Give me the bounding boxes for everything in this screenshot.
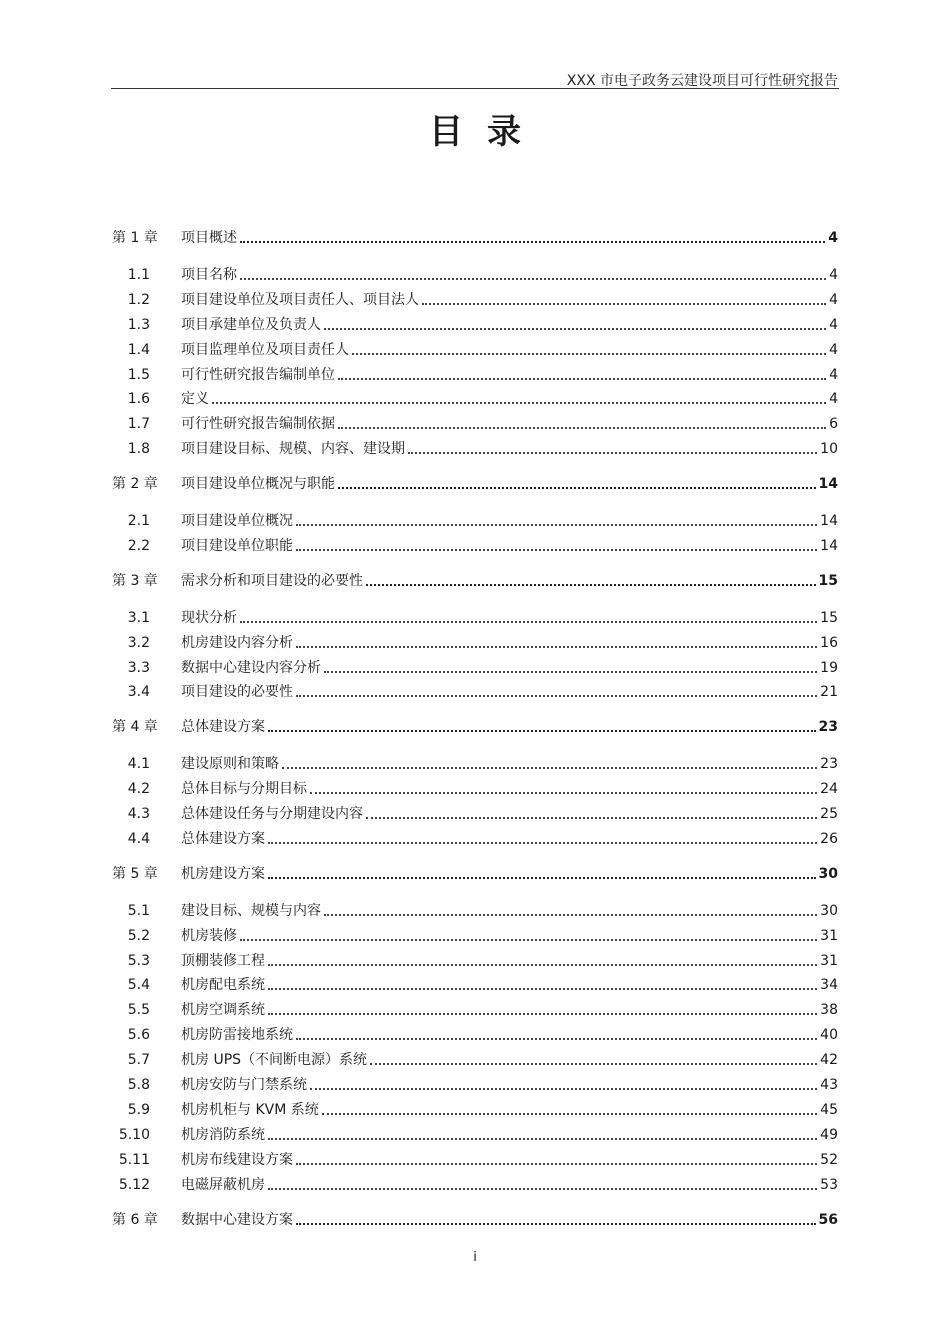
- toc-section-entry[interactable]: [112, 386, 838, 408]
- toc-page: 30: [818, 865, 838, 882]
- toc-number: 2.1: [127, 513, 150, 529]
- toc-title: 现状分析: [181, 609, 237, 626]
- toc-number: 3.3: [127, 659, 150, 676]
- toc-title: 机房建设内容分析: [181, 634, 293, 651]
- toc-page: 15: [818, 572, 838, 589]
- toc-page: 4: [829, 366, 838, 383]
- toc-title: 可行性研究报告编制依据: [181, 416, 335, 433]
- toc-title: 机房布线建设方案: [181, 1151, 293, 1168]
- toc-leader-dots: [268, 964, 817, 966]
- toc-leader-dots: [310, 1088, 817, 1090]
- toc-page: 14: [820, 537, 838, 554]
- toc-page: 4: [829, 316, 838, 333]
- toc-number: 1.6: [127, 391, 150, 408]
- toc-page: 26: [820, 830, 838, 847]
- toc-leader-dots: [268, 1188, 817, 1190]
- toc-leader-dots: [422, 303, 826, 305]
- toc-page: 23: [818, 719, 838, 736]
- toc-page: 24: [820, 781, 838, 798]
- toc-leader-dots: [310, 792, 817, 794]
- toc-number: 5.4: [127, 977, 150, 994]
- toc-leader-dots: [352, 353, 826, 355]
- toc-page: 42: [820, 1052, 838, 1069]
- toc-page: 30: [820, 902, 838, 919]
- toc-section-entry[interactable]: [112, 1122, 838, 1144]
- toc-page: 10: [820, 441, 838, 458]
- toc-title: 机房装修: [181, 927, 237, 944]
- toc-section-entry[interactable]: [112, 972, 838, 994]
- toc-title: 项目监理单位及项目责任人: [181, 341, 349, 358]
- toc-leader-dots: [296, 1163, 817, 1165]
- toc-title: 项目建设目标、规模、内容、建设期: [181, 441, 405, 458]
- toc-title: 机房防雷接地系统: [181, 1027, 293, 1044]
- toc-chapter-entry[interactable]: [112, 714, 838, 736]
- toc-section-entry[interactable]: [112, 1072, 838, 1094]
- toc-title: 数据中心建设方案: [181, 1211, 293, 1228]
- toc-number: 5.12: [118, 1176, 150, 1193]
- header-divider: [111, 88, 839, 89]
- toc-chapter-entry[interactable]: [112, 568, 838, 590]
- toc-leader-dots: [268, 842, 817, 844]
- toc-number: 4.2: [127, 781, 150, 798]
- toc-section-entry[interactable]: [112, 411, 838, 433]
- toc-title: 项目概述: [181, 230, 237, 246]
- toc-title: 项目建设单位概况: [181, 513, 293, 529]
- toc-leader-dots: [268, 730, 816, 732]
- page-title: 目录: [429, 112, 545, 152]
- toc-leader-dots: [324, 328, 826, 330]
- toc-number: 5.6: [127, 1027, 150, 1044]
- toc-number: 5.1: [127, 902, 150, 919]
- toc-section-entry[interactable]: [112, 1172, 838, 1194]
- toc-page: 23: [820, 756, 838, 773]
- toc-title: 机房建设方案: [181, 865, 265, 882]
- toc-section-entry[interactable]: [112, 898, 838, 920]
- toc-leader-dots: [338, 487, 816, 489]
- toc-page: 6: [829, 416, 838, 433]
- toc-page: 19: [820, 659, 838, 676]
- toc-leader-dots: [366, 817, 817, 819]
- toc-page: 16: [820, 634, 838, 651]
- toc-page: 38: [820, 1002, 838, 1019]
- toc-number: 5.8: [127, 1077, 150, 1093]
- toc-section-entry[interactable]: [112, 923, 838, 945]
- toc-title: 总体建设任务与分期建设内容: [181, 806, 363, 822]
- toc-title: 项目建设的必要性: [181, 684, 293, 701]
- toc-leader-dots: [296, 549, 817, 551]
- toc-section-entry[interactable]: [112, 630, 838, 652]
- toc-section-entry[interactable]: [112, 776, 838, 798]
- toc-page: 31: [820, 927, 838, 944]
- toc-number: 1.2: [127, 291, 150, 308]
- toc-leader-dots: [370, 1063, 817, 1065]
- toc-section-entry[interactable]: [112, 751, 838, 773]
- toc-number: 5.11: [118, 1151, 150, 1168]
- toc-section-entry[interactable]: [112, 997, 838, 1019]
- toc-title: 项目建设单位职能: [181, 537, 293, 554]
- toc-number: 3.1: [127, 609, 150, 626]
- toc-number: 1.1: [127, 266, 150, 283]
- toc-section-entry[interactable]: [112, 1047, 838, 1069]
- toc-title: 建设目标、规模与内容: [181, 902, 321, 919]
- toc-section-entry[interactable]: [112, 801, 838, 823]
- toc-number: 第 3 章: [112, 572, 158, 589]
- toc-number: 第 1 章: [112, 230, 158, 246]
- toc-leader-dots: [240, 241, 825, 243]
- toc-section-entry[interactable]: [112, 287, 838, 309]
- toc-number: 第 6 章: [112, 1211, 158, 1228]
- toc-section-entry[interactable]: [112, 655, 838, 677]
- toc-page: 56: [818, 1211, 838, 1228]
- toc-number: 第 5 章: [112, 865, 158, 882]
- toc-page: 40: [820, 1027, 838, 1044]
- toc-title: 机房安防与门禁系统: [181, 1077, 307, 1093]
- page-number: i: [473, 1250, 477, 1265]
- toc-number: 2.2: [127, 537, 150, 554]
- toc-page: 45: [820, 1101, 838, 1118]
- toc-section-entry[interactable]: [112, 262, 838, 284]
- toc-chapter-entry[interactable]: [112, 1207, 838, 1229]
- toc-number: 4.4: [127, 830, 150, 847]
- toc-leader-dots: [324, 914, 817, 916]
- toc-page: 31: [820, 952, 838, 969]
- toc-page: 14: [818, 476, 838, 493]
- toc-leader-dots: [324, 671, 817, 673]
- toc-leader-dots: [282, 767, 817, 769]
- toc-title: 可行性研究报告编制单位: [181, 366, 335, 383]
- toc-leader-dots: [240, 278, 826, 280]
- toc-section-entry[interactable]: [112, 533, 838, 555]
- toc-number: 5.2: [127, 927, 150, 944]
- toc-number: 第 2 章: [112, 476, 158, 493]
- toc-number: 3.2: [127, 634, 150, 651]
- toc-section-entry[interactable]: [112, 1022, 838, 1044]
- toc-section-entry[interactable]: [112, 337, 838, 359]
- toc-leader-dots: [322, 1113, 817, 1115]
- toc-leader-dots: [296, 646, 817, 648]
- toc-section-entry[interactable]: [112, 1097, 838, 1119]
- toc-number: 4.1: [127, 756, 150, 773]
- toc-title: 机房机柜与 KVM 系统: [181, 1101, 319, 1118]
- toc-leader-dots: [296, 1223, 816, 1225]
- toc-page: 49: [820, 1126, 838, 1143]
- toc-page: 14: [820, 513, 838, 529]
- toc-page: 21: [820, 684, 838, 701]
- toc-leader-dots: [212, 402, 826, 404]
- toc-title: 顶棚装修工程: [181, 952, 265, 969]
- toc-section-entry[interactable]: [112, 436, 838, 458]
- toc-leader-dots: [268, 1138, 817, 1140]
- toc-chapter-entry[interactable]: [112, 225, 838, 247]
- toc-title: 机房配电系统: [181, 977, 265, 994]
- toc-title: 电磁屏蔽机房: [181, 1176, 265, 1193]
- toc-section-entry[interactable]: [112, 312, 838, 334]
- toc-page: 25: [820, 806, 838, 822]
- toc-page: 4: [829, 341, 838, 358]
- toc-number: 1.5: [127, 366, 150, 383]
- toc-number: 1.7: [127, 416, 150, 433]
- toc-leader-dots: [240, 621, 817, 623]
- toc-title: 项目建设单位及项目责任人、项目法人: [181, 291, 419, 308]
- toc-page: 4: [829, 266, 838, 283]
- toc-page: 15: [820, 609, 838, 626]
- toc-page: 4: [829, 391, 838, 408]
- toc-title: 建设原则和策略: [181, 756, 279, 773]
- toc-title: 总体建设方案: [181, 719, 265, 736]
- toc-title: 机房消防系统: [181, 1126, 265, 1143]
- toc-title: 数据中心建设内容分析: [181, 659, 321, 676]
- toc-number: 5.9: [127, 1101, 150, 1118]
- toc-number: 5.7: [127, 1052, 150, 1069]
- toc-number: 1.8: [127, 441, 150, 458]
- toc-number: 5.5: [127, 1002, 150, 1019]
- toc-leader-dots: [338, 378, 826, 380]
- toc-number: 1.4: [127, 341, 150, 358]
- toc-leader-dots: [296, 1038, 817, 1040]
- toc-number: 第 4 章: [112, 719, 158, 736]
- toc-page: 52: [820, 1151, 838, 1168]
- toc-title: 定义: [181, 391, 209, 408]
- toc-leader-dots: [268, 1013, 817, 1015]
- toc-number: 4.3: [127, 806, 150, 822]
- toc-section-entry[interactable]: [112, 605, 838, 627]
- toc-leader-dots: [408, 452, 817, 454]
- toc-title: 项目建设单位概况与职能: [181, 476, 335, 493]
- toc-section-entry[interactable]: [112, 948, 838, 970]
- toc-leader-dots: [296, 695, 817, 697]
- toc-chapter-entry[interactable]: [112, 861, 838, 883]
- toc-page: 4: [828, 230, 838, 246]
- toc-section-entry[interactable]: [112, 826, 838, 848]
- toc-number: 5.10: [118, 1126, 150, 1143]
- running-header-title: XXX 市电子政务云建设项目可行性研究报告: [566, 73, 838, 89]
- toc-number: 1.3: [127, 316, 150, 333]
- toc-leader-dots: [240, 939, 817, 941]
- toc-page: 4: [829, 291, 838, 308]
- toc-number: 3.4: [127, 684, 150, 701]
- toc-section-entry[interactable]: [112, 679, 838, 701]
- toc-leader-dots: [268, 988, 817, 990]
- toc-section-entry[interactable]: [112, 362, 838, 384]
- toc-section-entry[interactable]: [112, 1147, 838, 1169]
- toc-page: 53: [820, 1176, 838, 1193]
- toc-title: 需求分析和项目建设的必要性: [181, 572, 363, 589]
- toc-title: 项目名称: [181, 266, 237, 283]
- toc-page: 43: [820, 1077, 838, 1093]
- toc-title: 机房空调系统: [181, 1002, 265, 1019]
- toc-leader-dots: [268, 877, 816, 879]
- toc-section-entry[interactable]: [112, 508, 838, 530]
- toc-leader-dots: [296, 524, 817, 526]
- toc-title: 总体目标与分期目标: [181, 781, 307, 798]
- toc-leader-dots: [338, 427, 826, 429]
- toc-chapter-entry[interactable]: [112, 471, 838, 493]
- toc-title: 机房 UPS（不间断电源）系统: [181, 1052, 368, 1069]
- toc-title: 项目承建单位及负责人: [181, 316, 321, 333]
- toc-leader-dots: [366, 584, 816, 586]
- toc-title: 总体建设方案: [181, 830, 265, 847]
- toc-page: 34: [820, 977, 838, 994]
- toc-number: 5.3: [127, 952, 150, 969]
